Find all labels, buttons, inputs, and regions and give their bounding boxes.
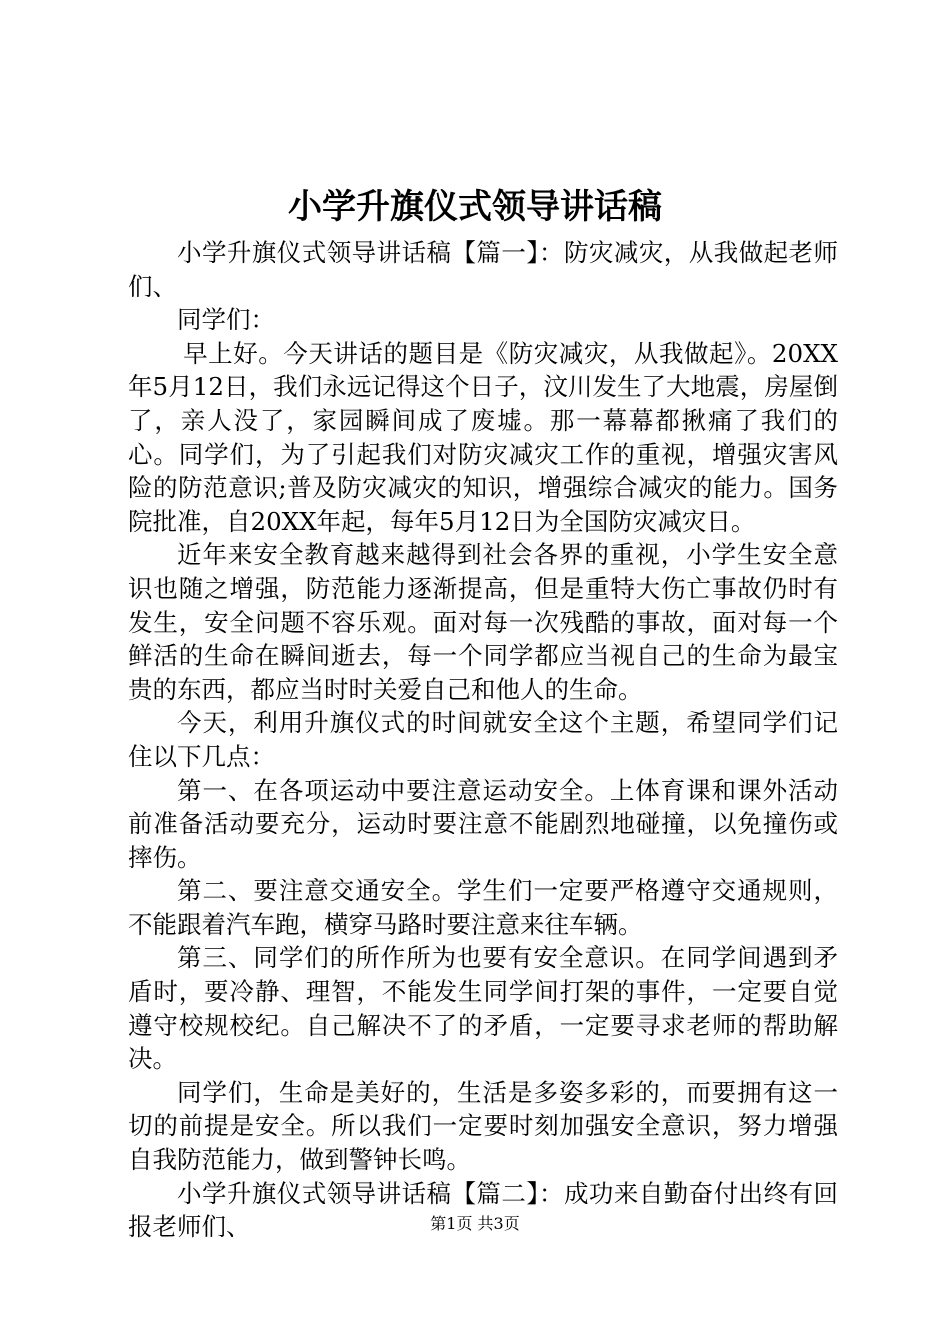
paragraph: 小学升旗仪式领导讲话稿【篇一】：防灾减灾，从我做起老师们、 bbox=[128, 238, 838, 301]
paragraph: 同学们： bbox=[177, 305, 275, 335]
paragraph: 近年来安全教育越来越得到社会各界的重视，小学生安全意识也随之增强，防范能力逐渐提高，但是重特大伤亡事故仍时有发生，安全问题不容乐观。面对每一次残酷的事故，面对每一个鲜活的生命在瞬间逝去，每一个同学都应当视自己的生命为最宝贵的东西，都应当时时关爱自己和他人的生命。 bbox=[128, 540, 838, 704]
paragraph: 小学升旗仪式领导讲话稿【篇二】：成功来自勤奋付出终有回报老师们、 bbox=[128, 1178, 838, 1242]
paragraph: 第一、在各项运动中要注意运动安全。上体育课和课外活动前准备活动要充分，运动时要注意不能剧烈地碰撞，以免撞伤或摔伤。 bbox=[128, 775, 838, 872]
paragraph: 同学们，生命是美好的，生活是多姿多彩的，而要拥有这一切的前提是安全。所以我们一定要时刻加强安全意识，努力增强自我防范能力，做到警钟长鸣。 bbox=[128, 1077, 838, 1175]
paragraph: 第三、同学们的所作所为也要有安全意识。在同学间遇到矛盾时，要冷静、理智，不能发生同学间打架的事件，一定要自觉遵守校规校纪。自己解决不了的矛盾，一定要寻求老师的帮助解决。 bbox=[128, 943, 838, 1074]
paragraph: 第二、要注意交通安全。学生们一定要严格遵守交通规则，不能跟着汽车跑，横穿马路时要注意来往车辆。 bbox=[128, 876, 838, 939]
document-body bbox=[128, 236, 838, 1244]
document-title: 小学升旗仪式领导讲话稿 bbox=[288, 187, 662, 227]
paragraph: 今天，利用升旗仪式的时间就安全这个主题，希望同学们记住以下几点： bbox=[128, 708, 838, 771]
paragraph: 早上好。今天讲话的题目是《防灾减灾，从我做起》。20XX年5月12日，我们永远记得这个日子，汶川发生了大地震，房屋倒了，亲人没了，家园瞬间成了废墟。那一幕幕都揪痛了我们的心。同学们，为了引起我们对防灾减灾工作的重视，增强灾害风险的防范意识;普及防灾减灾的知识，增强综合减灾的能力。国务院批准，自20XX年起，每年5月12日为全国防灾减灾日。 bbox=[128, 338, 838, 536]
page-footer: 第1页 共3页 bbox=[430, 1214, 520, 1233]
